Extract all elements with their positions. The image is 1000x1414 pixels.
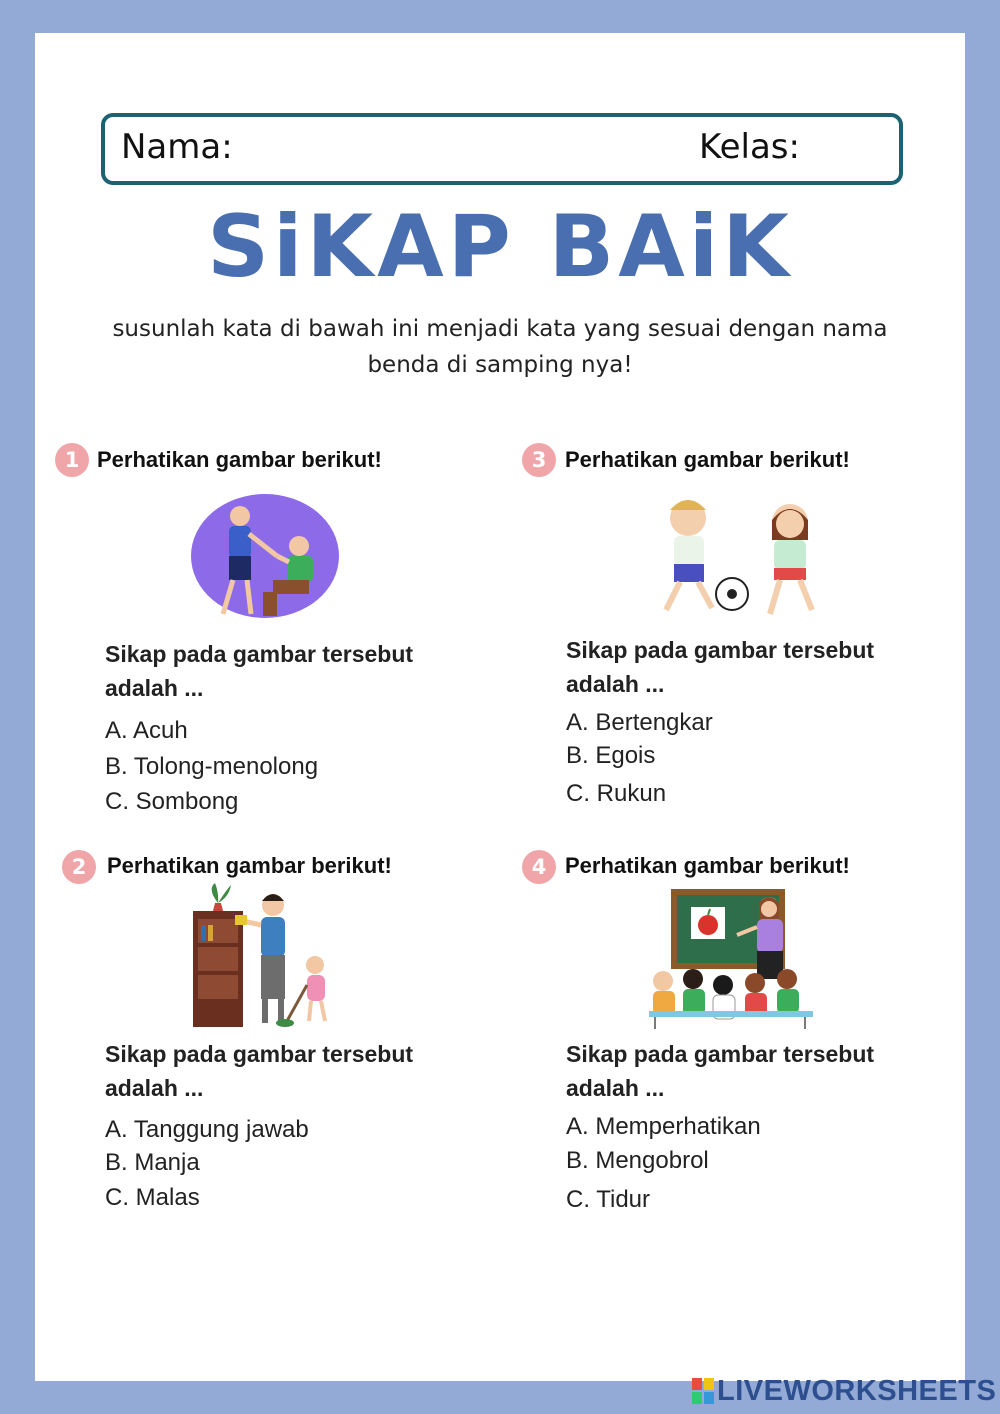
question-3-option-c[interactable]: C. Rukun — [566, 780, 667, 807]
classroom-illustration — [645, 881, 820, 1031]
question-3-text: Sikap pada gambar tersebut adalah ... — [566, 637, 875, 697]
question-3-option-a[interactable]: A. Bertengkar — [566, 709, 713, 736]
question-2-heading: Perhatikan gambar berikut! — [107, 853, 392, 878]
question-1-option-a[interactable]: A. Acuh — [105, 717, 188, 744]
question-3-heading: Perhatikan gambar berikut! — [565, 447, 850, 472]
question-4-option-b[interactable]: B. Mengobrol — [566, 1147, 709, 1174]
question-1-option-b[interactable]: B. Tolong-menolong — [105, 753, 319, 780]
question-1-option-c[interactable]: C. Sombong — [105, 788, 239, 815]
liveworksheets-logo-text: LIVEWORKSHEETS — [717, 1374, 997, 1407]
question-4-option-a[interactable]: A. Memperhatikan — [566, 1113, 761, 1140]
page-title: SiKAP BAiK — [207, 197, 793, 297]
question-2-option-a[interactable]: A. Tanggung jawab — [105, 1116, 309, 1143]
name-class-box — [101, 113, 903, 185]
question-1-badge: 1 — [55, 443, 89, 477]
question-2-text: Sikap pada gambar tersebut adalah ... — [105, 1041, 414, 1101]
question-2-option-b[interactable]: B. Manja — [105, 1149, 200, 1176]
question-3-badge: 3 — [522, 443, 556, 477]
question-3-option-b[interactable]: B. Egois — [566, 742, 656, 769]
question-4-text: Sikap pada gambar tersebut adalah ... — [566, 1041, 875, 1101]
question-4-badge: 4 — [522, 850, 556, 884]
worksheet-page — [35, 33, 965, 1381]
question-4-option-c[interactable]: C. Tidur — [566, 1186, 651, 1213]
question-4-heading: Perhatikan gambar berikut! — [565, 853, 850, 878]
helping-illustration — [185, 488, 345, 628]
liveworksheets-logo — [692, 1374, 996, 1408]
liveworksheets-logo-icon — [692, 1378, 714, 1404]
instruction-text: susunlah kata di bawah ini menjadi kata yang sesuai dengan nama benda di samping nya! — [112, 316, 888, 378]
name-label: Nama: — [121, 127, 233, 167]
question-1-heading: Perhatikan gambar berikut! — [97, 447, 382, 472]
playing-illustration — [640, 490, 825, 630]
question-2-option-c[interactable]: C. Malas — [105, 1184, 200, 1211]
class-label: Kelas: — [699, 127, 800, 167]
question-1-text: Sikap pada gambar tersebut adalah ... — [105, 641, 414, 701]
question-2-badge: 2 — [62, 850, 96, 884]
cleaning-illustration — [185, 881, 340, 1031]
